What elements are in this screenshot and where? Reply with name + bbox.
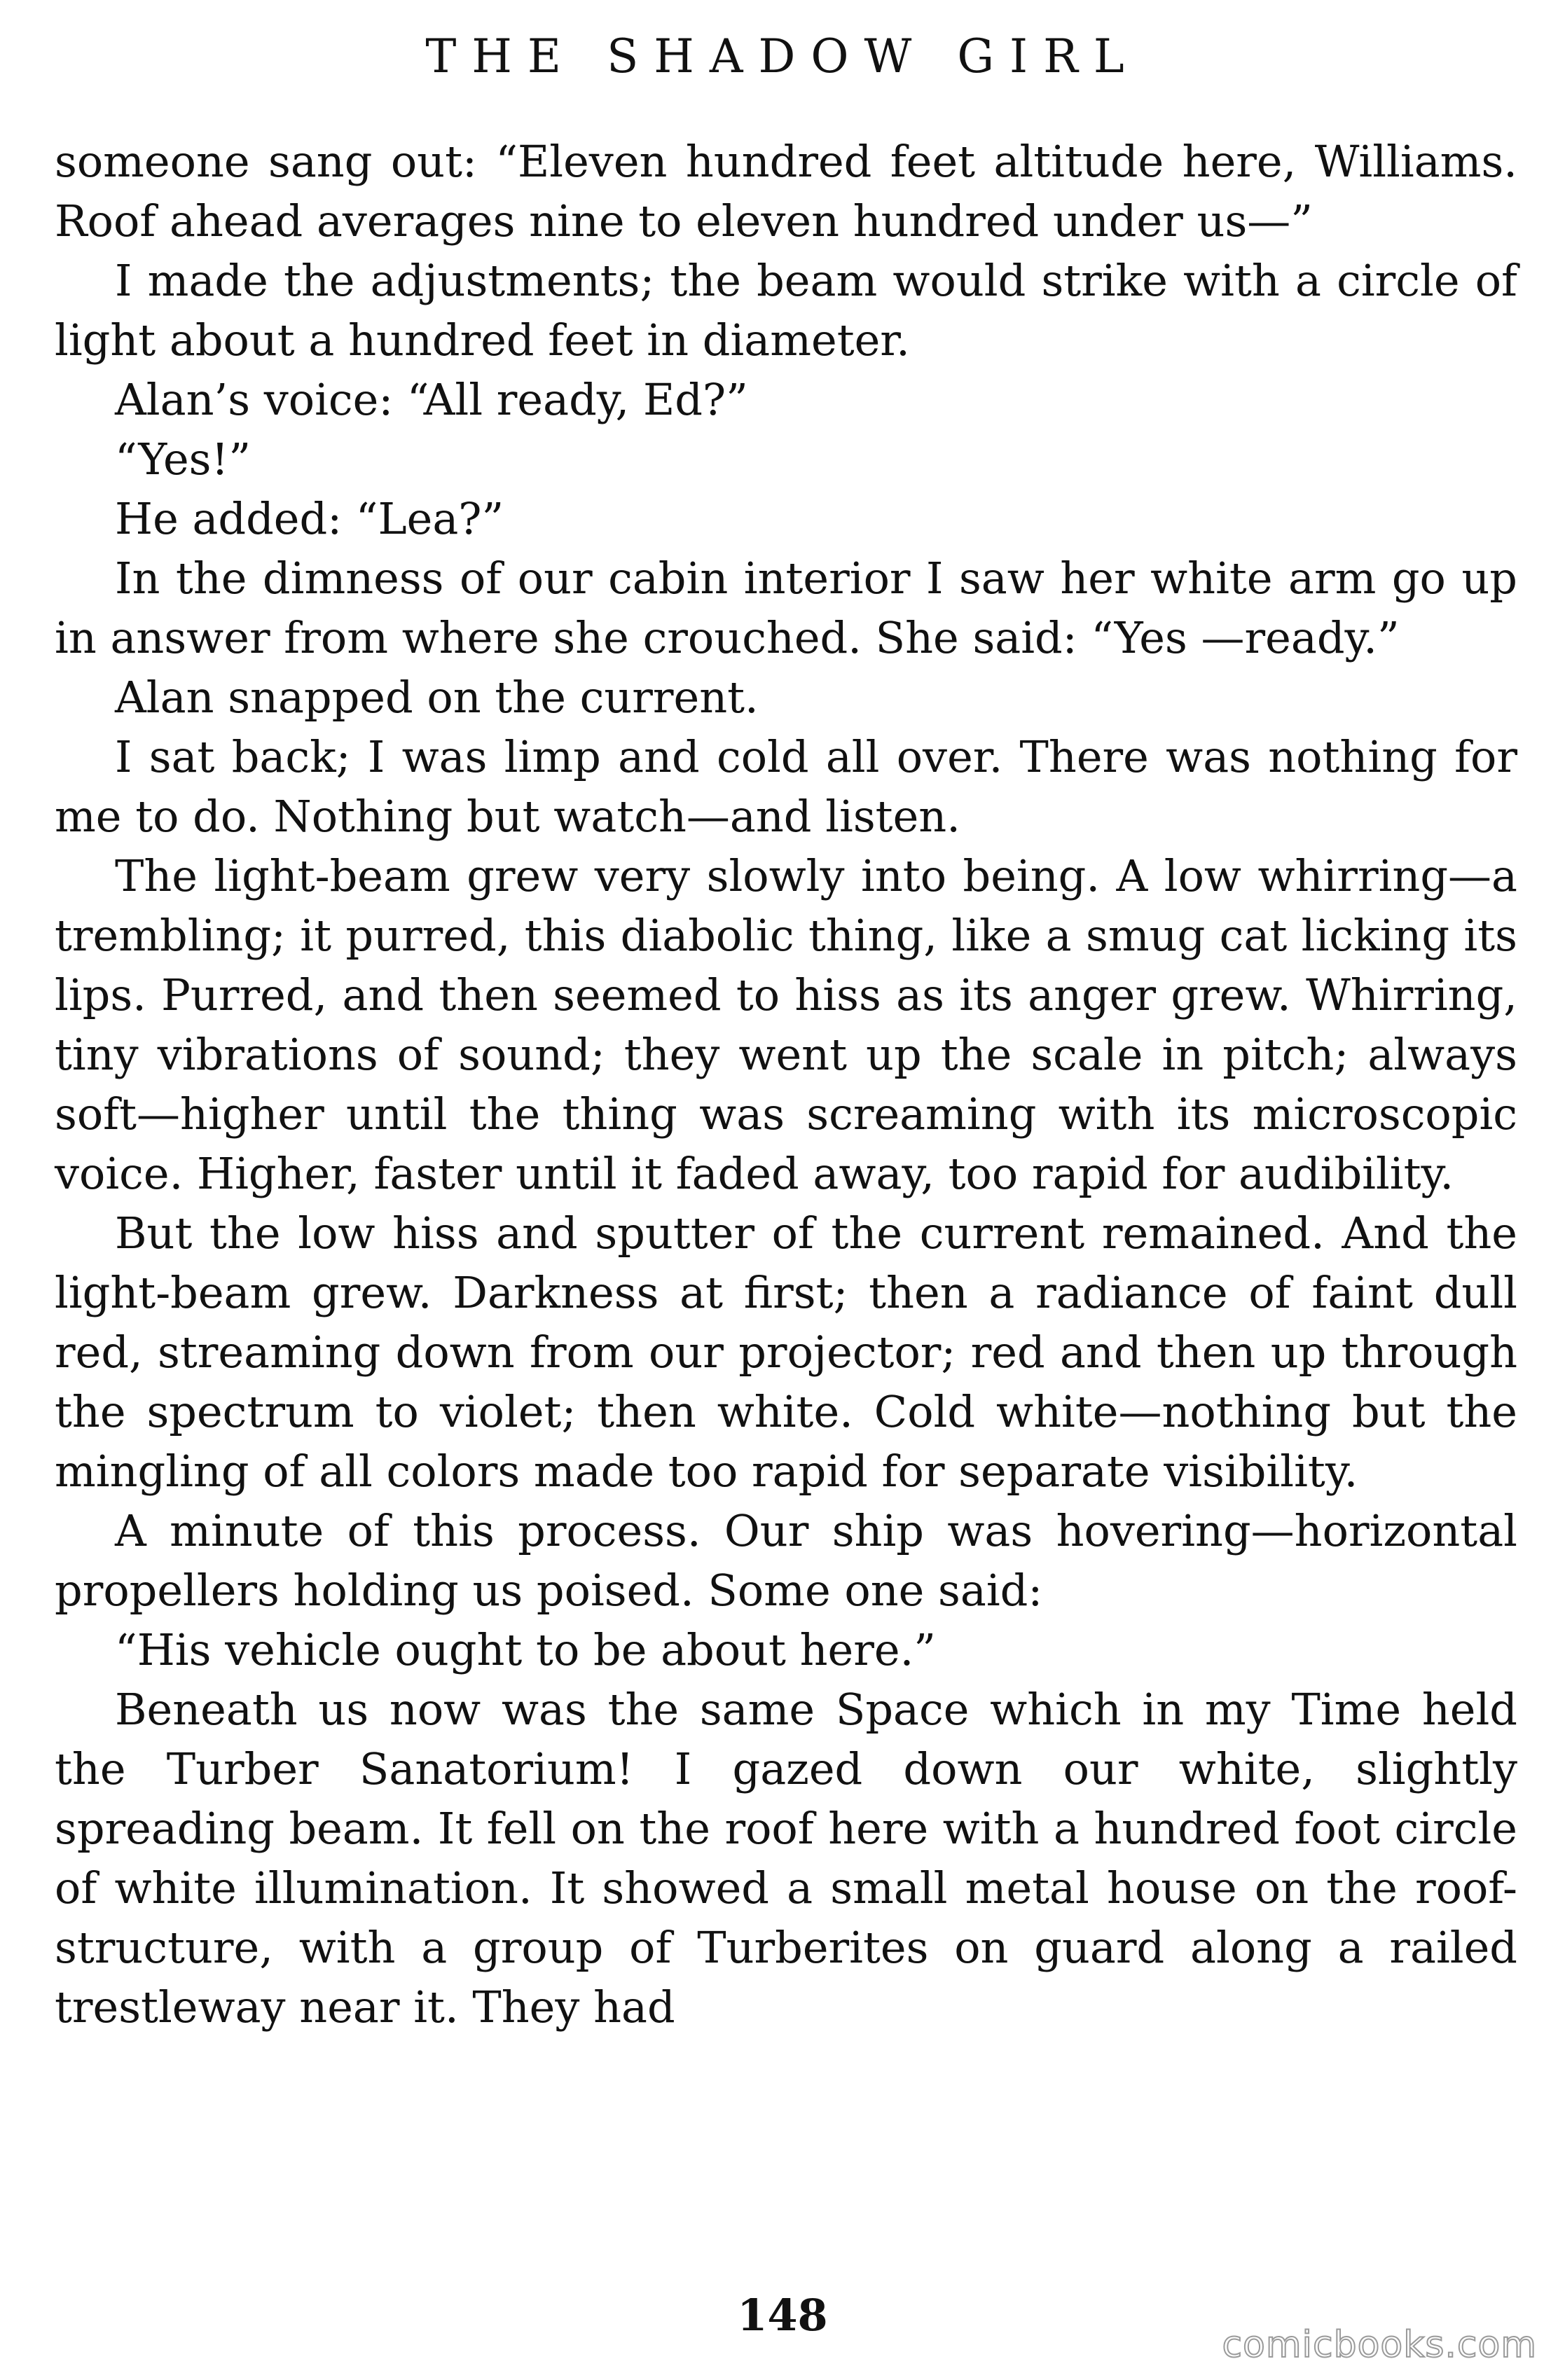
- paragraph: A minute of this process. Our ship was hovering—horizontal propellers holding us poised. Some one said:: [55, 1505, 1517, 1616]
- page-number: 148: [737, 2290, 828, 2341]
- paragraph: The light-beam grew very slowly into being. A low whirring—a trembling; it purred, this diabolic thing, like a smug cat licking its lips. Purred, and then seemed to hiss as its anger grew. Whirring, tiny vibrations of sound; they went up the scale in pitch; always soft—higher until the thing was screaming with its microscopic voice. Higher, faster until it faded away, too rapid for audibility.: [55, 850, 1517, 1199]
- paragraph: In the dimness of our cabin interior I saw her white arm go up in answer from where she crouched. She said: “Yes —ready.”: [55, 553, 1517, 663]
- paragraph: But the low hiss and sputter of the current remained. And the light-beam grew. Darkness at first; then a radiance of faint dull red, streaming down from our projector; red and then up through the spectrum to violet; then white. Cold white—nothing but the mingling of all colors made too rapid for separate visibility.: [55, 1208, 1517, 1497]
- paragraph: someone sang out: “Eleven hundred feet altitude here, Williams. Roof ahead averages nine to eleven hundred under us—”: [55, 136, 1517, 247]
- watermark: comicbooks.com: [1222, 2324, 1537, 2366]
- paragraph: I sat back; I was limp and cold all over. There was nothing for me to do. Nothing but watch—and listen.: [55, 731, 1517, 842]
- paragraph: He added: “Lea?”: [115, 493, 504, 544]
- paragraph: Alan’s voice: “All ready, Ed?”: [115, 374, 748, 425]
- body-text: [55, 132, 1517, 2037]
- paragraph: “His vehicle ought to be about here.”: [115, 1624, 936, 1675]
- paragraph: Alan snapped on the current.: [115, 672, 759, 723]
- paragraph: Beneath us now was the same Space which in my Time held the Turber Sanatorium! I gazed down our white, slightly spreading beam. It fell on the roof here with a hundred foot circle of white illumination. It showed a small metal house on the roof-structure, with a group of Turberites on guard along a railed trestleway near it. They had: [55, 1684, 1517, 2033]
- paragraph: “Yes!”: [115, 434, 251, 485]
- paragraph: I made the adjustments; the beam would strike with a circle of light about a hundred feet in diameter.: [55, 255, 1517, 366]
- running-title: THE SHADOW GIRL: [425, 29, 1140, 83]
